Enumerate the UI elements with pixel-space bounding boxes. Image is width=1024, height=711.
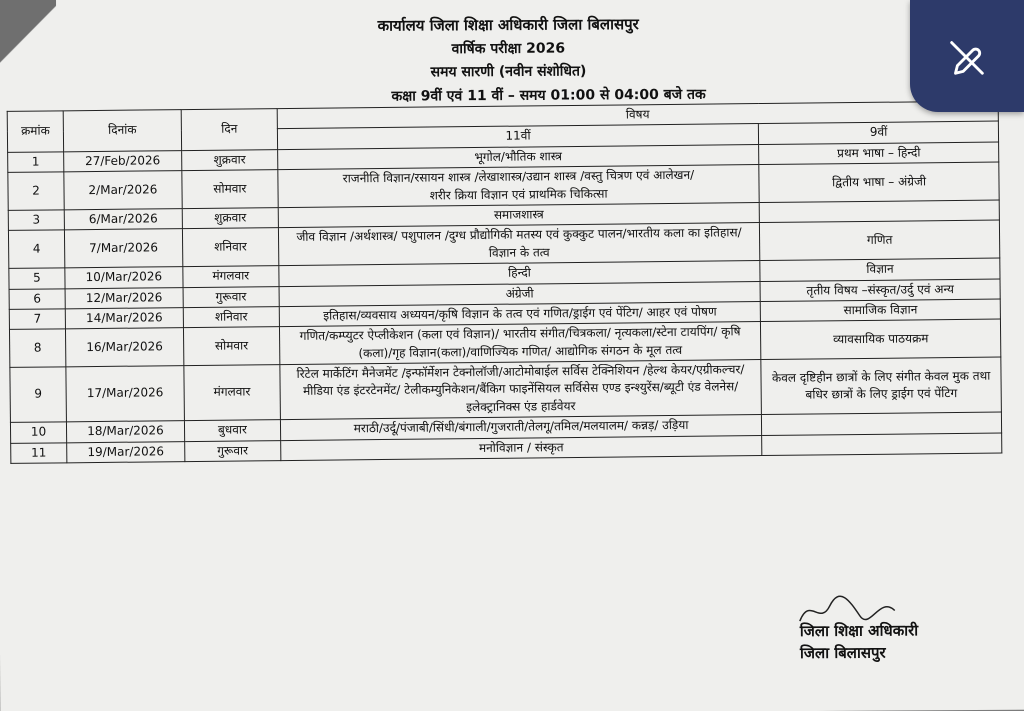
serial-cell: 7: [9, 309, 65, 330]
signature-place: जिला बिलासपुर: [799, 643, 886, 662]
class9-subject-cell: सामाजिक विज्ञान: [760, 299, 1000, 322]
class11-subject-cell: अंग्रेजी: [279, 281, 761, 306]
class11-subject-cell: हिन्दी: [279, 261, 761, 286]
serial-cell: 10: [10, 422, 66, 443]
class11-subject-cell: राजनीति विज्ञान/रसायन शास्त्र /लेखाशास्त्र/उद्यान शास्त्र /वस्तु चित्रण एवं आलेखन/ शरीर क्रिया विज्ञान एवं प्राथमिक चिकित्सा: [278, 165, 760, 208]
date-cell: 17/Mar/2026: [66, 366, 185, 422]
date-cell: 12/Mar/2026: [65, 287, 183, 309]
serial-cell: 3: [8, 210, 64, 231]
class9-subject-cell: प्रथम भाषा – हिन्दी: [759, 142, 999, 165]
table-row: [10, 357, 1002, 423]
serial-cell: 8: [9, 329, 65, 367]
col-header-serial: क्रमांक: [7, 111, 63, 152]
serial-cell: 1: [8, 152, 64, 173]
col-header-day: दिन: [181, 109, 277, 151]
col-header-subject: विषय: [277, 101, 998, 129]
timetable-body: [8, 142, 1002, 464]
day-cell: बुधवार: [184, 420, 280, 441]
class9-subject-cell: केवल दृष्टिहीन छात्रों के लिए संगीत केवल मुक तथा बधिर छात्रों के लिए ड्राईग एवं पेंटिग: [761, 357, 1001, 415]
edit-fab-button[interactable]: [910, 0, 1024, 112]
signature-block: [800, 620, 919, 664]
class9-subject-cell: [762, 433, 1002, 456]
pencil-slash-icon: [944, 33, 990, 79]
serial-cell: 4: [8, 230, 64, 268]
day-cell: शनिवार: [182, 228, 278, 267]
day-cell: गुरूवार: [185, 440, 281, 461]
signature-designation: जिला शिक्षा अधिकारी: [799, 621, 919, 641]
office-heading: कार्यालय जिला शिक्षा अधिकारी जिला बिलासपुर: [377, 15, 639, 35]
serial-cell: 6: [9, 288, 65, 309]
class11-subject-cell: समाजशास्त्र: [278, 203, 760, 228]
class9-subject-cell: [762, 412, 1002, 435]
serial-cell: 9: [10, 367, 67, 423]
col-header-date: दिनांक: [63, 110, 181, 152]
timetable-title: समय सारणी (नवीन संशोधित): [430, 63, 587, 81]
timetable-subtitle: कक्षा 9वीं एवं 11 वीं – समय 01:00 से 04:00 बजे तक: [391, 86, 706, 105]
date-cell: 27/Feb/2026: [64, 150, 182, 172]
class11-subject-cell: भूगोल/भौतिक शास्त्र: [277, 144, 759, 169]
class11-subject-cell: रिटेल मार्केटिंग मैनेजमेंट /इन्फॉर्मेशन टेक्नोलॉजी/आटोमोबाईल सर्विस टेक्निशियन /हेल्थ केयर/एग्रीकल्चर/मीडिया एंड इंटरटेनमेंट/ टेलीकम्युनिकेशन/बैंकिग फाइनेंसियल सर्विसेस एण्ड इन्श्युरेंस/ब्यूटी एंड वेलनेस/इलेक्ट्रानिक्स एंड हार्डवेयर: [280, 360, 762, 420]
day-cell: शुक्रवार: [182, 208, 278, 229]
day-cell: सोमवार: [182, 170, 278, 209]
class9-subject-cell: तृतीय विषय –संस्कृत/उर्दु एवं अन्य: [760, 279, 1000, 302]
col-header-class11: 11वीं: [277, 124, 759, 149]
day-cell: सोमवार: [183, 327, 279, 366]
date-cell: 18/Mar/2026: [66, 421, 184, 443]
day-cell: शुक्रवार: [182, 149, 278, 170]
date-cell: 2/Mar/2026: [64, 171, 182, 210]
date-cell: 10/Mar/2026: [65, 267, 183, 289]
class9-subject-cell: विज्ञान: [760, 258, 1000, 281]
date-cell: 16/Mar/2026: [65, 328, 183, 367]
class11-subject-cell: जीव विज्ञान /अर्थशास्त्र/ पशुपालन /दुग्ध प्रौद्योगिकी मतस्य एवं कुक्कुट पालन/भारतीय कला का इतिहास/ विज्ञान के तत्व: [278, 223, 760, 266]
class11-subject-cell: मराठी/उर्दू/पंजाबी/सिंधी/बंगाली/गुजराती/तेलगू/तमिल/मलयालम/ कन्नड़/ उड़िया: [280, 415, 762, 440]
day-cell: गुरूवार: [183, 286, 279, 307]
class9-subject-cell: [759, 200, 999, 223]
class9-subject-cell: व्यावसायिक पाठयक्रम: [761, 319, 1001, 359]
day-cell: शनिवार: [183, 307, 279, 328]
serial-cell: 11: [11, 442, 67, 463]
col-header-class9: 9वीं: [759, 121, 999, 144]
day-cell: मंगलवार: [184, 365, 280, 421]
date-cell: 14/Mar/2026: [65, 308, 183, 330]
timetable-container: [7, 101, 1003, 464]
serial-cell: 2: [8, 172, 64, 210]
day-cell: मंगलवार: [183, 266, 279, 287]
serial-cell: 5: [9, 268, 65, 289]
class9-subject-cell: गणित: [760, 220, 1000, 260]
date-cell: 6/Mar/2026: [64, 209, 182, 231]
class11-subject-cell: गणित/कम्प्युटर ऐप्लीकेशन (कला एवं विज्ञान)/ भारतीय संगीत/चित्रकला/ नृत्यकला/स्टेना टायपिंग/ कृषि (कला)/गृह विज्ञान(कला)/वाणिज्यिक गणित/ आद्योगिक संगठन के मूल तत्व: [279, 322, 761, 365]
exam-heading: वार्षिक परीक्षा 2026: [451, 40, 566, 58]
timetable: [7, 101, 1003, 464]
date-cell: 19/Mar/2026: [67, 441, 185, 463]
class11-subject-cell: इतिहास/व्यवसाय अध्ययन/कृषि विज्ञान के तत्व एवं गणित/ड्राईग एवं पेंटिग/ आहर एवं पोषण: [279, 301, 761, 326]
class11-subject-cell: मनोविज्ञान / संस्कृत: [280, 435, 762, 460]
date-cell: 7/Mar/2026: [64, 229, 182, 268]
class9-subject-cell: द्वितीय भाषा – अंग्रेजी: [759, 162, 999, 202]
